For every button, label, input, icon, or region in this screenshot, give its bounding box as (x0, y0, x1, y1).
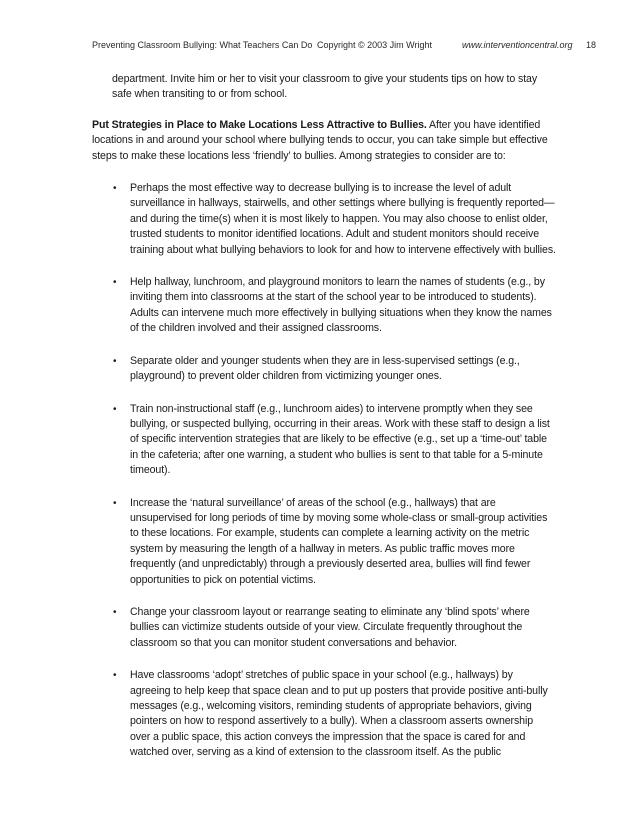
list-item (92, 275, 556, 337)
continuation-paragraph: department. Invite him or her to visit your classroom to give your students tips on how to stay safe when transiting to or from school. (112, 73, 538, 101)
header-website: www.interventioncentral.org (462, 40, 573, 50)
header-copyright: Copyright © 2003 Jim Wright (317, 40, 433, 50)
bullet-icon: • (113, 670, 117, 682)
list-item-text: Separate older and younger students when they are in less-supervised settings (e.g., playground) to prevent older children from victimizing younger ones. (130, 354, 520, 383)
list-item (92, 668, 556, 760)
list-item (92, 402, 556, 479)
list-item-text: Change your classroom layout or rearrange seating to eliminate any ‘blind spots’ where bullies can victimize students outside of your view. Circulate frequently throughout the classroom so that you can monitor student conversations and behavior. (130, 605, 530, 649)
section-heading: Put Strategies in Place to Make Locations Less Attractive to Bullies. (92, 118, 427, 131)
bullet-icon: • (113, 606, 117, 618)
list-item (92, 181, 556, 258)
bullet-icon: • (113, 403, 117, 415)
list-item-text: Have classrooms ‘adopt’ stretches of public space in your school (e.g., hallways) by agreeing to help keep that space clean and to put up posters that provide positive anti-bully messages (e.g., welcoming visitors, reminding students of appropriate behaviors, giving pointers on how to respond assertively to a bully). When a classroom asserts ownership over a public space, this action conveys the impression that the space is cared for and watched over, serving as a kind of extension to the classroom itself. As the public (130, 669, 548, 759)
list-item (92, 496, 556, 588)
list-item-text: Increase the ‘natural surveillance’ of areas of the school (e.g., hallways) that are unsupervised for long periods of time by moving some whole-class or small-group activities to these locations. For example, students can complete a learning activity on the metric system by measuring the length of a hallway in meters. As public traffic moves more frequently (and unpredictably) through a previously deserted area, bullies will find fewer opportunities to pick on potential victims. (130, 496, 548, 586)
page-number: 18 (586, 40, 597, 50)
list-item (92, 354, 556, 385)
page-body (92, 72, 556, 761)
list-item-text: Train non-instructional staff (e.g., lunchroom aides) to intervene promptly when they see bullying, or suspected bullying, occurring in their areas. Work with these staff to design a list of specific intervention strategies that are likely to be effective (e.g., set up a ‘time-out’ table in the cafeteria; after one warning, a student who bullies is sent to that table for a 5-minute timeout). (130, 402, 550, 477)
section-intro: After you have identified locations in and around your school where bullying tends to occur, you can take simple but effective steps to make these locations less ‘friendly’ to bullies. Among strategies to consider are to: (92, 118, 548, 162)
list-item-text: Help hallway, lunchroom, and playground monitors to learn the names of students (e.g., by inviting them into classrooms at the start of the school year to be introduced to students). Adults can intervene much more effectively in bullying situations when they know the names of the children involved and their assigned classrooms. (130, 276, 552, 335)
bullet-icon: • (113, 355, 117, 367)
bullet-icon: • (113, 277, 117, 289)
strategy-list (92, 181, 556, 761)
header-title: Preventing Classroom Bullying: What Teachers Can Do (92, 40, 313, 50)
bullet-icon: • (113, 497, 117, 509)
list-item (92, 605, 556, 651)
section-paragraph (92, 118, 556, 164)
bullet-icon: • (113, 183, 117, 195)
page-header (92, 38, 597, 52)
list-item-text: Perhaps the most effective way to decrease bullying is to increase the level of adult surveillance in hallways, stairwells, and other settings where bullying is frequently reported—and during the time(s) when it is most likely to happen. You may also choose to enlist older, trusted students to monitor identified locations. Adult and student monitors should receive training about what bullying behaviors to look for and how to intervene effectively with bullies. (130, 182, 556, 256)
